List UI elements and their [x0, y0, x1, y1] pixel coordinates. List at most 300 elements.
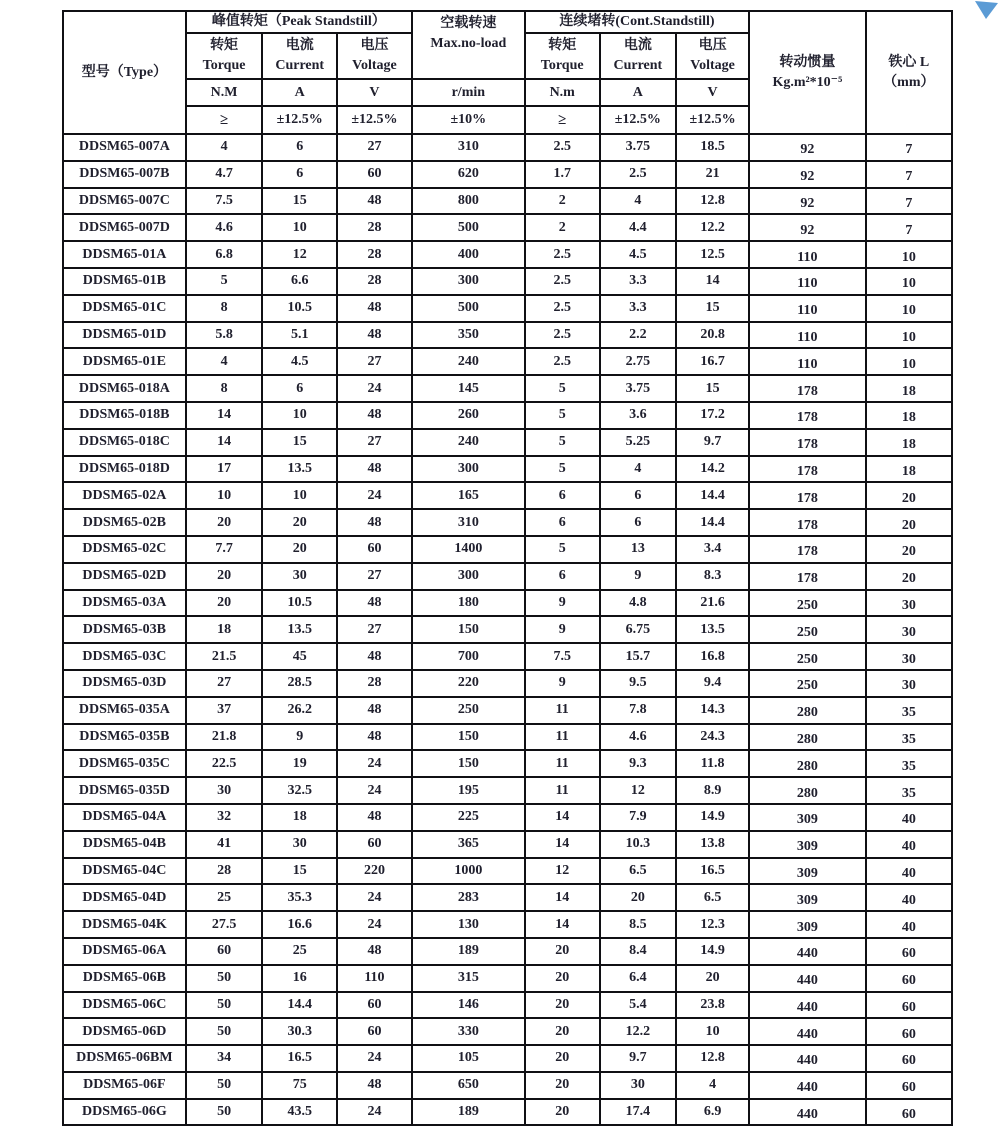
unit-cell: N.M — [186, 79, 263, 106]
value-cell: 24 — [337, 884, 412, 911]
value-cell: 365 — [412, 831, 525, 858]
value-cell: 6 — [262, 375, 337, 402]
value-cell: 10 — [866, 348, 952, 375]
value-cell: 15.7 — [600, 643, 677, 670]
value-cell: 24 — [337, 482, 412, 509]
value-cell: 315 — [412, 965, 525, 992]
tolerance-cell: ≥ — [186, 106, 263, 134]
value-cell: 30.3 — [262, 1018, 337, 1045]
table-row — [63, 161, 952, 188]
table-row — [63, 322, 952, 349]
value-cell: 24 — [337, 750, 412, 777]
type-cell: DDSM65-02D — [63, 563, 186, 590]
header-peak-current: 电流 Current — [262, 33, 337, 79]
value-cell: 24 — [337, 777, 412, 804]
value-cell: 440 — [749, 1072, 866, 1099]
tolerance-cell: ±10% — [412, 106, 525, 134]
value-cell: 283 — [412, 884, 525, 911]
type-cell: DDSM65-06C — [63, 992, 186, 1019]
table-row — [63, 268, 952, 295]
type-cell: DDSM65-03D — [63, 670, 186, 697]
value-cell: 35 — [866, 750, 952, 777]
table-row — [63, 1099, 952, 1126]
value-cell: 14.9 — [676, 804, 749, 831]
value-cell: 11 — [525, 777, 600, 804]
value-cell: 60 — [866, 938, 952, 965]
value-cell: 24 — [337, 375, 412, 402]
header-core-cn: 铁心 L — [888, 54, 930, 70]
value-cell: 8.5 — [600, 911, 677, 938]
value-cell: 48 — [337, 697, 412, 724]
value-cell: 20 — [262, 509, 337, 536]
value-cell: 50 — [186, 1018, 263, 1045]
value-cell: 5 — [525, 375, 600, 402]
value-cell: 9 — [262, 724, 337, 751]
value-cell: 220 — [337, 858, 412, 885]
value-cell: 20 — [525, 1072, 600, 1099]
type-cell: DDSM65-03B — [63, 616, 186, 643]
value-cell: 92 — [749, 188, 866, 215]
value-cell: 350 — [412, 322, 525, 349]
value-cell: 110 — [337, 965, 412, 992]
value-cell: 14 — [525, 911, 600, 938]
type-cell: DDSM65-02A — [63, 482, 186, 509]
value-cell: 24.3 — [676, 724, 749, 751]
value-cell: 20 — [525, 1099, 600, 1126]
value-cell: 50 — [186, 992, 263, 1019]
value-cell: 6 — [600, 482, 677, 509]
value-cell: 9.4 — [676, 670, 749, 697]
value-cell: 18 — [262, 804, 337, 831]
value-cell: 178 — [749, 536, 866, 563]
type-cell: DDSM65-018A — [63, 375, 186, 402]
table-row — [63, 750, 952, 777]
value-cell: 60 — [337, 831, 412, 858]
value-cell: 10 — [186, 482, 263, 509]
value-cell: 3.75 — [600, 134, 677, 161]
value-cell: 20.8 — [676, 322, 749, 349]
value-cell: 10 — [866, 322, 952, 349]
value-cell: 16.5 — [676, 858, 749, 885]
value-cell: 250 — [749, 590, 866, 617]
type-cell: DDSM65-007D — [63, 214, 186, 241]
value-cell: 34 — [186, 1045, 263, 1072]
value-cell: 35 — [866, 697, 952, 724]
type-cell: DDSM65-06G — [63, 1099, 186, 1126]
table-row — [63, 804, 952, 831]
value-cell: 9 — [525, 616, 600, 643]
value-cell: 9 — [525, 670, 600, 697]
table-row — [63, 482, 952, 509]
value-cell: 3.3 — [600, 295, 677, 322]
value-cell: 40 — [866, 831, 952, 858]
value-cell: 30 — [866, 590, 952, 617]
header-inertia — [749, 11, 866, 134]
value-cell: 440 — [749, 992, 866, 1019]
value-cell: 50 — [186, 1072, 263, 1099]
value-cell: 10 — [866, 295, 952, 322]
header-noload-cn: 空载转速 — [440, 16, 497, 31]
table-row — [63, 241, 952, 268]
value-cell: 60 — [186, 938, 263, 965]
type-cell: DDSM65-03C — [63, 643, 186, 670]
value-cell: 23.8 — [676, 992, 749, 1019]
value-cell: 5.1 — [262, 322, 337, 349]
value-cell: 4.6 — [186, 214, 263, 241]
value-cell: 32.5 — [262, 777, 337, 804]
value-cell: 6 — [262, 134, 337, 161]
value-cell: 14.4 — [676, 509, 749, 536]
table-row — [63, 214, 952, 241]
value-cell: 60 — [866, 1072, 952, 1099]
value-cell: 18 — [866, 456, 952, 483]
value-cell: 30 — [866, 616, 952, 643]
value-cell: 6 — [262, 161, 337, 188]
value-cell: 20 — [525, 1045, 600, 1072]
value-cell: 178 — [749, 375, 866, 402]
value-cell: 110 — [749, 241, 866, 268]
value-cell: 18 — [866, 375, 952, 402]
value-cell: 310 — [412, 509, 525, 536]
value-cell: 50 — [186, 965, 263, 992]
value-cell: 110 — [749, 268, 866, 295]
value-cell: 440 — [749, 965, 866, 992]
unit-cell: A — [262, 79, 337, 106]
value-cell: 6.6 — [262, 268, 337, 295]
value-cell: 28.5 — [262, 670, 337, 697]
value-cell: 2 — [525, 188, 600, 215]
value-cell: 41 — [186, 831, 263, 858]
value-cell: 500 — [412, 295, 525, 322]
value-cell: 2.5 — [525, 322, 600, 349]
value-cell: 15 — [676, 375, 749, 402]
value-cell: 10.3 — [600, 831, 677, 858]
type-cell: DDSM65-035B — [63, 724, 186, 751]
type-cell: DDSM65-018C — [63, 429, 186, 456]
value-cell: 130 — [412, 911, 525, 938]
value-cell: 20 — [186, 590, 263, 617]
value-cell: 14.4 — [676, 482, 749, 509]
value-cell: 60 — [337, 992, 412, 1019]
value-cell: 4.6 — [600, 724, 677, 751]
value-cell: 330 — [412, 1018, 525, 1045]
table-row — [63, 402, 952, 429]
value-cell: 27 — [337, 134, 412, 161]
motor-spec-table — [62, 10, 953, 1126]
value-cell: 178 — [749, 429, 866, 456]
type-cell: DDSM65-035A — [63, 697, 186, 724]
value-cell: 40 — [866, 884, 952, 911]
unit-cell: N.m — [525, 79, 600, 106]
value-cell: 6.9 — [676, 1099, 749, 1126]
value-cell: 7 — [866, 214, 952, 241]
value-cell: 4.5 — [262, 348, 337, 375]
value-cell: 60 — [866, 1018, 952, 1045]
tolerance-cell: ≥ — [525, 106, 600, 134]
value-cell: 28 — [337, 268, 412, 295]
value-cell: 30 — [186, 777, 263, 804]
header-cont-torque: 转矩 Torque — [525, 33, 600, 79]
table-row — [63, 643, 952, 670]
value-cell: 309 — [749, 831, 866, 858]
value-cell: 13.5 — [262, 456, 337, 483]
value-cell: 22.5 — [186, 750, 263, 777]
value-cell: 165 — [412, 482, 525, 509]
value-cell: 75 — [262, 1072, 337, 1099]
value-cell: 92 — [749, 161, 866, 188]
value-cell: 21.6 — [676, 590, 749, 617]
value-cell: 309 — [749, 884, 866, 911]
value-cell: 24 — [337, 1099, 412, 1126]
header-type: 型号（Type） — [63, 11, 186, 134]
header-core — [866, 11, 952, 134]
type-cell: DDSM65-06A — [63, 938, 186, 965]
value-cell: 440 — [749, 1099, 866, 1126]
table-row — [63, 938, 952, 965]
value-cell: 4.4 — [600, 214, 677, 241]
value-cell: 12.5 — [676, 241, 749, 268]
value-cell: 7 — [866, 161, 952, 188]
value-cell: 48 — [337, 590, 412, 617]
value-cell: 8 — [186, 295, 263, 322]
value-cell: 12.2 — [600, 1018, 677, 1045]
value-cell: 60 — [337, 536, 412, 563]
value-cell: 3.3 — [600, 268, 677, 295]
value-cell: 2.5 — [525, 295, 600, 322]
table-row — [63, 188, 952, 215]
type-cell: DDSM65-04B — [63, 831, 186, 858]
value-cell: 32 — [186, 804, 263, 831]
value-cell: 14.2 — [676, 456, 749, 483]
value-cell: 110 — [749, 295, 866, 322]
value-cell: 12 — [525, 858, 600, 885]
type-cell: DDSM65-035D — [63, 777, 186, 804]
value-cell: 178 — [749, 456, 866, 483]
value-cell: 5.25 — [600, 429, 677, 456]
value-cell: 6.4 — [600, 965, 677, 992]
value-cell: 20 — [866, 482, 952, 509]
value-cell: 4 — [186, 348, 263, 375]
value-cell: 7.5 — [186, 188, 263, 215]
value-cell: 440 — [749, 1018, 866, 1045]
value-cell: 28 — [337, 214, 412, 241]
value-cell: 10.5 — [262, 590, 337, 617]
value-cell: 10 — [262, 482, 337, 509]
value-cell: 178 — [749, 563, 866, 590]
value-cell: 1.7 — [525, 161, 600, 188]
table-row — [63, 965, 952, 992]
value-cell: 17.2 — [676, 402, 749, 429]
header-inertia-unit: Kg.m²*10⁻⁵ — [772, 74, 843, 90]
value-cell: 280 — [749, 777, 866, 804]
header-peak-torque: 转矩 Torque — [186, 33, 263, 79]
header-inertia-cn: 转动惯量 — [779, 54, 836, 70]
type-cell: DDSM65-018D — [63, 456, 186, 483]
header-core-unit: （mm） — [883, 74, 935, 90]
value-cell: 1400 — [412, 536, 525, 563]
value-cell: 40 — [866, 858, 952, 885]
type-cell: DDSM65-04C — [63, 858, 186, 885]
value-cell: 7.9 — [600, 804, 677, 831]
table-row — [63, 884, 952, 911]
value-cell: 3.75 — [600, 375, 677, 402]
value-cell: 3.4 — [676, 536, 749, 563]
value-cell: 146 — [412, 992, 525, 1019]
type-cell: DDSM65-01B — [63, 268, 186, 295]
value-cell: 11.8 — [676, 750, 749, 777]
value-cell: 27 — [337, 563, 412, 590]
value-cell: 50 — [186, 1099, 263, 1126]
value-cell: 16.8 — [676, 643, 749, 670]
value-cell: 30 — [262, 563, 337, 590]
value-cell: 40 — [866, 911, 952, 938]
value-cell: 5 — [186, 268, 263, 295]
value-cell: 27.5 — [186, 911, 263, 938]
value-cell: 20 — [186, 563, 263, 590]
value-cell: 30 — [866, 643, 952, 670]
type-cell: DDSM65-018B — [63, 402, 186, 429]
unit-cell: V — [337, 79, 412, 106]
value-cell: 7.7 — [186, 536, 263, 563]
value-cell: 30 — [600, 1072, 677, 1099]
table-row — [63, 1018, 952, 1045]
value-cell: 28 — [337, 670, 412, 697]
value-cell: 178 — [749, 482, 866, 509]
value-cell: 17 — [186, 456, 263, 483]
type-cell: DDSM65-02C — [63, 536, 186, 563]
value-cell: 35 — [866, 777, 952, 804]
type-cell: DDSM65-035C — [63, 750, 186, 777]
value-cell: 4.8 — [600, 590, 677, 617]
value-cell: 10.5 — [262, 295, 337, 322]
header-cont-voltage: 电压 Voltage — [676, 33, 749, 79]
value-cell: 60 — [866, 1045, 952, 1072]
value-cell: 30 — [866, 670, 952, 697]
value-cell: 4.7 — [186, 161, 263, 188]
value-cell: 150 — [412, 616, 525, 643]
table-row — [63, 777, 952, 804]
value-cell: 6 — [525, 509, 600, 536]
value-cell: 2 — [525, 214, 600, 241]
type-cell: DDSM65-007A — [63, 134, 186, 161]
value-cell: 20 — [866, 509, 952, 536]
value-cell: 5.4 — [600, 992, 677, 1019]
value-cell: 45 — [262, 643, 337, 670]
type-cell: DDSM65-02B — [63, 509, 186, 536]
type-cell: DDSM65-01E — [63, 348, 186, 375]
value-cell: 48 — [337, 322, 412, 349]
value-cell: 48 — [337, 402, 412, 429]
value-cell: 20 — [262, 536, 337, 563]
value-cell: 11 — [525, 697, 600, 724]
type-cell: DDSM65-04K — [63, 911, 186, 938]
value-cell: 27 — [186, 670, 263, 697]
type-cell: DDSM65-06BM — [63, 1045, 186, 1072]
value-cell: 14.9 — [676, 938, 749, 965]
table-row — [63, 616, 952, 643]
table-row — [63, 1072, 952, 1099]
value-cell: 800 — [412, 188, 525, 215]
value-cell: 43.5 — [262, 1099, 337, 1126]
value-cell: 60 — [866, 992, 952, 1019]
value-cell: 48 — [337, 724, 412, 751]
value-cell: 11 — [525, 750, 600, 777]
value-cell: 400 — [412, 241, 525, 268]
value-cell: 189 — [412, 1099, 525, 1126]
value-cell: 12.8 — [676, 188, 749, 215]
value-cell: 15 — [262, 858, 337, 885]
type-cell: DDSM65-01D — [63, 322, 186, 349]
value-cell: 6.8 — [186, 241, 263, 268]
value-cell: 20 — [866, 563, 952, 590]
value-cell: 12.8 — [676, 1045, 749, 1072]
value-cell: 3.6 — [600, 402, 677, 429]
value-cell: 110 — [749, 348, 866, 375]
value-cell: 14 — [676, 268, 749, 295]
value-cell: 20 — [525, 1018, 600, 1045]
table-row — [63, 536, 952, 563]
value-cell: 309 — [749, 804, 866, 831]
table-row — [63, 429, 952, 456]
value-cell: 20 — [525, 992, 600, 1019]
corner-scan-artifact-icon — [973, 1, 999, 20]
value-cell: 4 — [186, 134, 263, 161]
value-cell: 14 — [186, 429, 263, 456]
type-cell: DDSM65-01C — [63, 295, 186, 322]
value-cell: 48 — [337, 804, 412, 831]
header-cont-current: 电流 Current — [600, 33, 677, 79]
value-cell: 300 — [412, 563, 525, 590]
value-cell: 240 — [412, 429, 525, 456]
value-cell: 60 — [337, 161, 412, 188]
value-cell: 28 — [337, 241, 412, 268]
tolerance-cell: ±12.5% — [337, 106, 412, 134]
value-cell: 150 — [412, 750, 525, 777]
value-cell: 10 — [866, 241, 952, 268]
value-cell: 2.5 — [525, 348, 600, 375]
value-cell: 9 — [525, 590, 600, 617]
value-cell: 300 — [412, 268, 525, 295]
value-cell: 7.5 — [525, 643, 600, 670]
value-cell: 20 — [600, 884, 677, 911]
value-cell: 105 — [412, 1045, 525, 1072]
value-cell: 178 — [749, 402, 866, 429]
value-cell: 40 — [866, 804, 952, 831]
value-cell: 13.5 — [676, 616, 749, 643]
table-row — [63, 1045, 952, 1072]
type-cell: DDSM65-03A — [63, 590, 186, 617]
type-cell: DDSM65-06B — [63, 965, 186, 992]
value-cell: 4 — [600, 188, 677, 215]
value-cell: 20 — [676, 965, 749, 992]
value-cell: 20 — [186, 509, 263, 536]
table-row — [63, 831, 952, 858]
value-cell: 14 — [186, 402, 263, 429]
value-cell: 20 — [525, 965, 600, 992]
value-cell: 180 — [412, 590, 525, 617]
value-cell: 13 — [600, 536, 677, 563]
value-cell: 48 — [337, 509, 412, 536]
value-cell: 14.4 — [262, 992, 337, 1019]
value-cell: 10 — [676, 1018, 749, 1045]
value-cell: 280 — [749, 750, 866, 777]
value-cell: 189 — [412, 938, 525, 965]
header-cont-group: 连续堵转(Cont.Standstill) — [525, 11, 749, 33]
table-row — [63, 456, 952, 483]
value-cell: 9.3 — [600, 750, 677, 777]
value-cell: 92 — [749, 214, 866, 241]
table-row — [63, 348, 952, 375]
